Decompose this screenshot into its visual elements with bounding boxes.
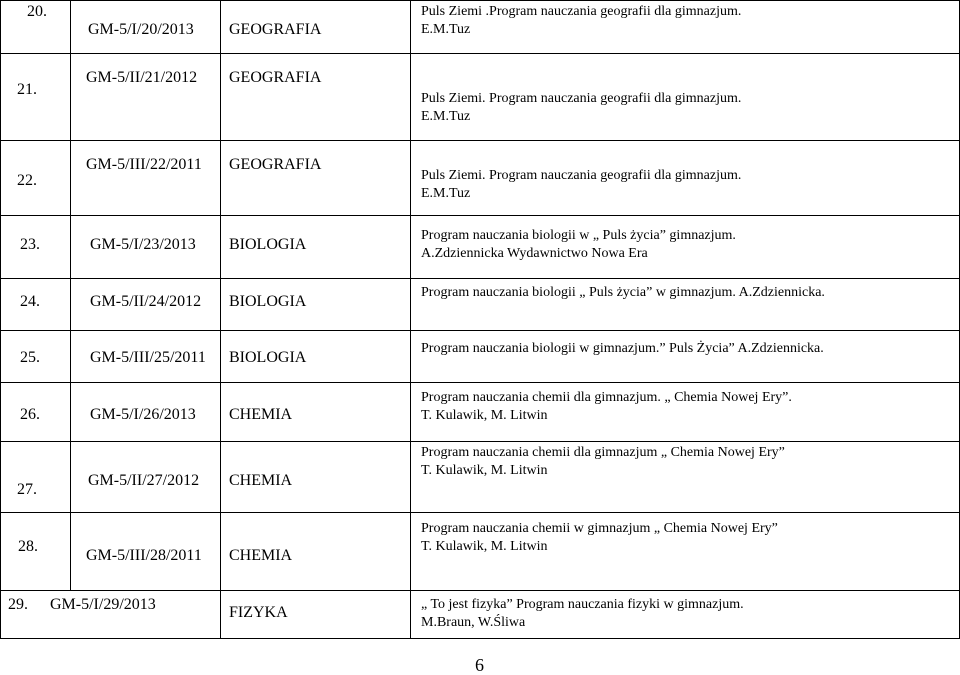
row-subject: BIOLOGIA: [229, 236, 307, 253]
row-program: [421, 596, 744, 632]
row-number: 28.: [18, 538, 38, 555]
row-number: 27.: [17, 481, 37, 498]
row-subject: GEOGRAFIA: [229, 156, 322, 173]
row-program: [421, 444, 785, 480]
grid-line: [0, 441, 960, 442]
row-number: 22.: [17, 172, 37, 189]
grid-line: [410, 590, 411, 638]
row-number: 23.: [20, 236, 40, 253]
row-program: [421, 167, 741, 203]
grid-line: [0, 215, 960, 216]
row-code: GM-5/I/29/2013: [50, 596, 156, 613]
program-author: T. Kulawik, M. Litwin: [421, 539, 548, 554]
program-author: E.M.Tuz: [421, 186, 471, 201]
program-title: Program nauczania chemii dla gimnazjum. „ Chemia Nowej Ery”.: [421, 390, 792, 405]
program-title: Puls Ziemi .Program nauczania geografii dla gimnazjum.: [421, 4, 742, 19]
program-title: „ To jest fizyka” Program nauczania fizyki w gimnazjum.: [421, 597, 744, 612]
grid-line: [0, 0, 1, 639]
grid-line: [0, 278, 960, 279]
row-subject: GEOGRAFIA: [229, 21, 322, 38]
row-number: 26.: [20, 406, 40, 423]
row-code: GM-5/III/28/2011: [86, 547, 202, 564]
program-title: Program nauczania chemii dla gimnazjum „ Chemia Nowej Ery”: [421, 445, 785, 460]
grid-line: [0, 53, 960, 54]
row-program: [421, 3, 741, 39]
row-number: 25.: [20, 349, 40, 366]
row-code: GM-5/II/27/2012: [88, 472, 200, 489]
row-number: 21.: [17, 81, 37, 98]
grid-line: [410, 0, 411, 590]
grid-line: [0, 590, 960, 591]
row-code: GM-5/II/24/2012: [90, 293, 202, 310]
row-program: [421, 90, 741, 126]
row-subject: CHEMIA: [229, 472, 293, 489]
program-author: A.Zdziennicka Wydawnictwo Nowa Era: [421, 246, 648, 261]
row-code: GM-5/I/20/2013: [88, 21, 194, 38]
program-author: T. Kulawik, M. Litwin: [421, 408, 548, 423]
page-number: 6: [475, 655, 484, 675]
program-title: Puls Ziemi. Program nauczania geografii dla gimnazjum.: [421, 168, 742, 183]
grid-line: [70, 0, 71, 590]
row-number: 24.: [20, 293, 40, 310]
row-code: GM-5/I/23/2013: [90, 236, 196, 253]
row-code: GM-5/I/26/2013: [90, 406, 196, 423]
grid-line: [0, 330, 960, 331]
program-title: Program nauczania biologii w gimnazjum.” Puls Życia” A.Zdziennicka.: [421, 341, 824, 356]
program-title: Puls Ziemi. Program nauczania geografii dla gimnazjum.: [421, 91, 742, 106]
row-number: 20.: [27, 3, 47, 20]
grid-line: [220, 0, 221, 590]
grid-line: [220, 590, 221, 638]
grid-line: [0, 140, 960, 141]
row-subject: FIZYKA: [229, 604, 288, 621]
grid-line: [0, 382, 960, 383]
program-title: Program nauczania biologii „ Puls życia” w gimnazjum. A.Zdziennicka.: [421, 285, 825, 300]
row-subject: GEOGRAFIA: [229, 69, 322, 86]
program-author: M.Braun, W.Śliwa: [421, 615, 526, 630]
row-program: [421, 227, 736, 263]
program-title: Program nauczania chemii w gimnazjum „ Chemia Nowej Ery”: [421, 521, 778, 536]
grid-line: [0, 638, 960, 639]
program-title: Program nauczania biologii w „ Puls życia” gimnazjum.: [421, 228, 736, 243]
program-author: E.M.Tuz: [421, 109, 471, 124]
program-author: E.M.Tuz: [421, 22, 471, 37]
row-subject: CHEMIA: [229, 406, 293, 423]
row-subject: CHEMIA: [229, 547, 293, 564]
program-author: T. Kulawik, M. Litwin: [421, 463, 548, 478]
grid-line: [0, 512, 960, 513]
row-program: [421, 520, 778, 556]
row-code: GM-5/II/21/2012: [86, 69, 198, 86]
row-subject: BIOLOGIA: [229, 349, 307, 366]
row-code: GM-5/III/22/2011: [86, 156, 202, 173]
row-subject: BIOLOGIA: [229, 293, 307, 310]
row-program: [421, 389, 792, 425]
row-code: GM-5/III/25/2011: [90, 349, 206, 366]
grid-line: [0, 0, 960, 1]
row-number: 29.: [8, 596, 28, 613]
